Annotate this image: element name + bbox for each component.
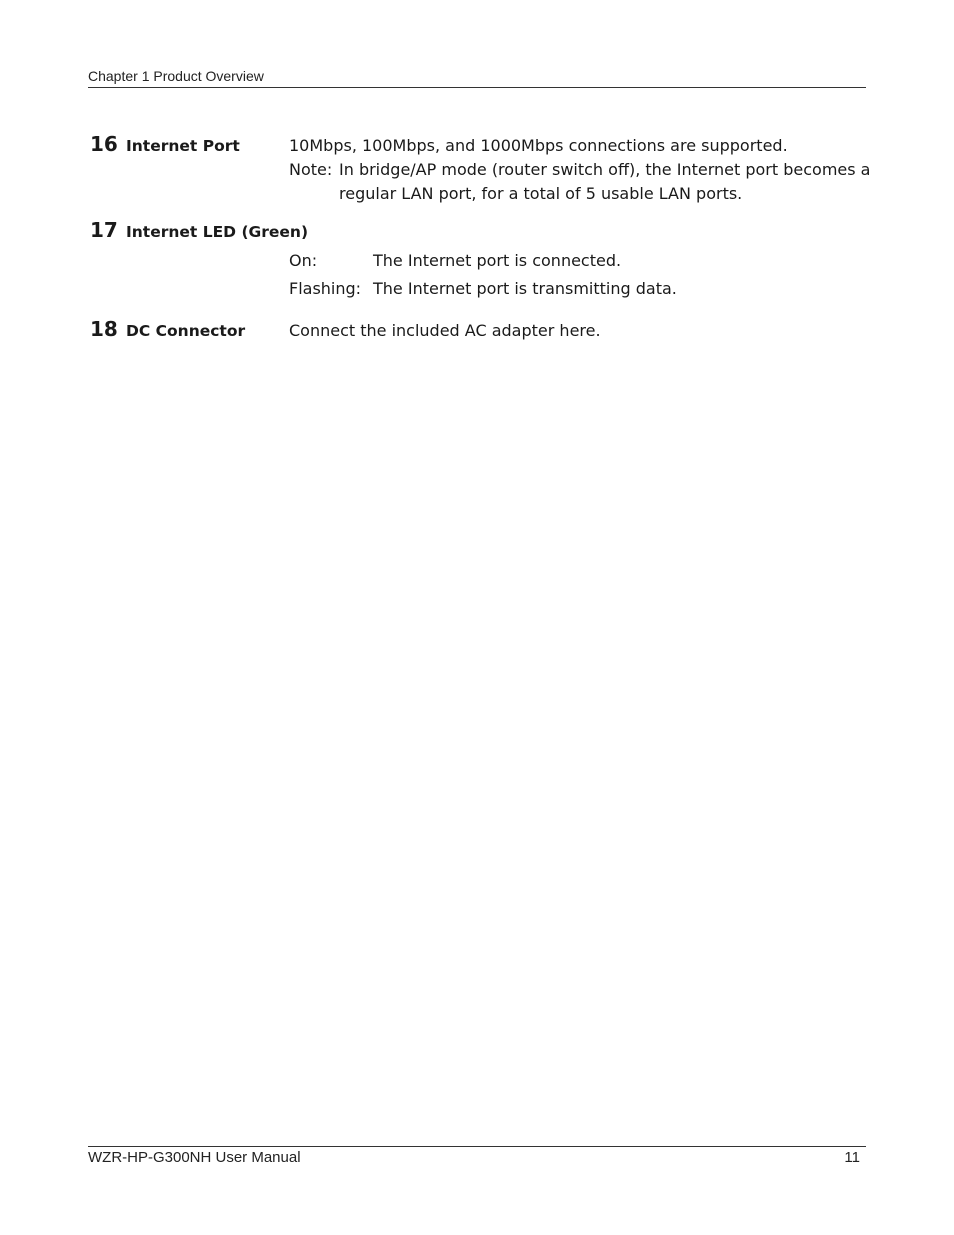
item-number-18: 18	[90, 317, 118, 341]
footer-manual-title: WZR-HP-G300NH User Manual	[88, 1149, 301, 1166]
note-line-2: regular LAN port, for a total of 5 usable LAN ports.	[339, 184, 743, 203]
internet-port-description: 10Mbps, 100Mbps, and 1000Mbps connections are supported.	[289, 136, 788, 155]
dc-connector-description: Connect the included AC adapter here.	[289, 321, 601, 340]
header-rule	[88, 87, 866, 88]
led-state-text-on: The Internet port is connected.	[373, 251, 622, 270]
item-title-internet-led: Internet LED (Green)	[126, 223, 309, 241]
item-number-16: 16	[90, 132, 118, 156]
page-number: 11	[844, 1149, 860, 1166]
note-line-1: In bridge/AP mode (router switch off), the Internet port becomes a	[339, 160, 871, 179]
led-state-text-flashing: The Internet port is transmitting data.	[373, 279, 677, 298]
running-header: Chapter 1 Product Overview	[88, 68, 264, 84]
led-state-label-on: On:	[289, 251, 318, 270]
note-label: Note:	[289, 160, 333, 179]
item-title-dc-connector: DC Connector	[126, 322, 246, 340]
item-title-internet-port: Internet Port	[126, 137, 240, 155]
item-number-17: 17	[90, 218, 118, 242]
footer-rule	[88, 1146, 866, 1147]
led-state-label-flashing: Flashing:	[289, 279, 362, 298]
